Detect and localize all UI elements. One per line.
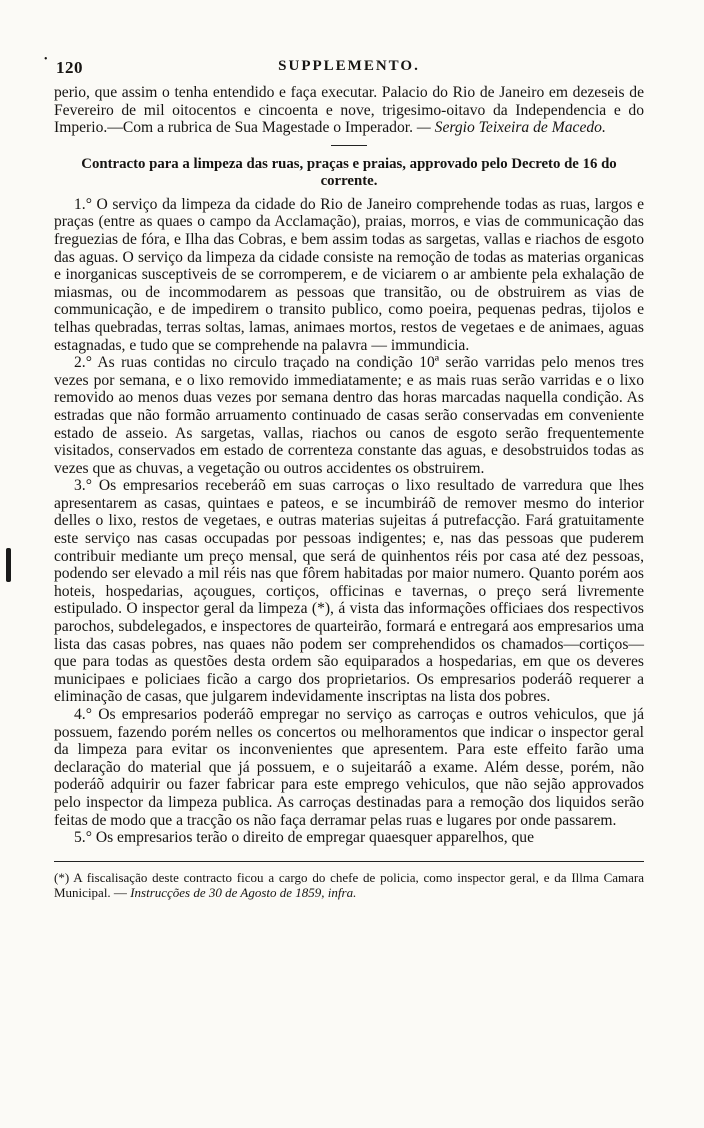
section-divider [331,145,367,146]
running-head: SUPPLEMENTO. [278,58,420,74]
footnote [54,870,644,901]
footnote-divider [54,861,644,862]
intro-text: perio, que assim o tenha entendido e faça executar. Palacio do Rio de Janeiro em dezeseis de Fevereiro de mil oitocentos e cincoenta e nove, trigesimo-oitavo da Independencia e do Imperio.—Com a rubrica de Sua Magestade o Imperador. [54,84,644,137]
margin-binding-mark [6,548,11,582]
page-header [44,54,644,84]
article-5: 5.° Os empresarios terão o direito de empregar quaesquer apparelhos, que [74,829,535,847]
article-1: 1.° O serviço da limpeza da cidade do Rio de Janeiro comprehende todas as ruas, largos e praças (entre as quaes o campo da Acclamação), praias, morros, e vias de communicação das freguezias de fóra, e Ilha das Cobras, e bem assim todas as sargetas, vallas e riachos de esgoto das aguas. O serviço da limpeza da cidade consiste na remoção de todas as materias organicas e inorganicas susceptiveis de se corromperem, e de viciarem o ar ambiente pela exhalação de miasmas, ou de incommodarem as pessoas que transitão, ou de obstruirem as vias de communicação, e de impedirem o transito publico, como poeira, pequenas pedras, tijolos e telhas quebradas, terras soltas, lamas, animaes mortos, restos de vegetaes e de animaes, aguas estagnadas, e tudo que se comprehende na palavra — immundicia. [54,195,644,354]
intro-paragraph [54,84,644,137]
corner-mark: • [44,54,48,65]
page-number: 120 [56,58,83,77]
section-title: Contracto para a limpeza das ruas, praças e praias, approvado pelo Decreto de 16 do corrente. [81,155,617,189]
document-page [44,54,644,901]
signature: — Sergio Teixeira de Macedo. [416,119,606,137]
article-3: 3.° Os empresarios receberáõ em suas carroças o lixo resultado de varredura que lhes apresentarem as casas, quintaes e pateos, e se incumbiráõ de remover mesmo do interior delles o lixo, restos de vegetaes, e outras materias sujeitas á putrefacção. Fará gratuitamente este serviço nas casas occupadas por pessoas indigentes; e, nas das pessoas que puderem contribuir mediante um preço mensal, que será de quinhentos réis por casa até dez pessoas, podendo ser elevado a mil réis nas que fôrem habitadas por maior numero. Quanto porém aos hoteis, hospedarias, açougues, cortiços, officinas e tavernas, o preço será livremente estipulado. O inspector geral da limpeza (*), á vista das informações officiaes dos respectivos parochos, subdelegados, e inspectores de quarteirão, formará e entregará aos empresarios uma lista das casas pobres, nas quaes não podem ser comprehendidos os chamados—cortiços— que para todas as questões desta ordem são equiparados a hospedarias, em que os deveres municipaes e policiaes ficão a cargo dos proprietarios. Os empresarios poderáõ requerer a eliminação de casas, que julgarem indevidamente inscriptas na lista dos pobres. [54,477,644,706]
footnote-reference: Instrucções de 30 de Agosto de 1859, infra. [130,885,357,901]
footnote-text: (*) A fiscalisação deste contracto ficou a cargo do chefe de policia, como inspector geral, e da Illma Camara Municipal. — [54,869,644,901]
article-4: 4.° Os empresarios poderáõ empregar no serviço as carroças e outros vehiculos, que já possuem, fazendo porém nelles os concertos ou melhoramentos que indicar o inspector geral da limpeza para evitar os inconvenientes que apresentem. Para este effeito farão uma declaração do material que já possuem, e o sujeitaráõ a exame. Além desse, porém, não poderáõ adquirir ou fazer fabricar para este emprego vehiculos, que não sejão approvados pelo inspector da limpeza publica. As carroças destinadas para a remoção dos liquidos serão feitas de modo que a tracção os não faça derramar pelas ruas e lugares por onde passarem. [54,706,644,829]
article-2: 2.° As ruas contidas no circulo traçado na condição 10ª serão varridas pelo menos tres vezes por semana, e o lixo removido immediatamente; e as mais ruas serão varridas e o lixo removido ao menos duas vezes por semana dentro das horas marcadas naquella condição. As estradas que não formão arruamento continuado de casas serão conservadas em conveniente estado de asseio. As sargetas, vallas, riachos ou canos de esgoto serão frequentemente visitados, conservados em estado de correnteza constante das aguas, e desobstruidos todas as vezes que as chuvas, a vegetação ou outros accidentes os obstruirem. [54,354,644,477]
